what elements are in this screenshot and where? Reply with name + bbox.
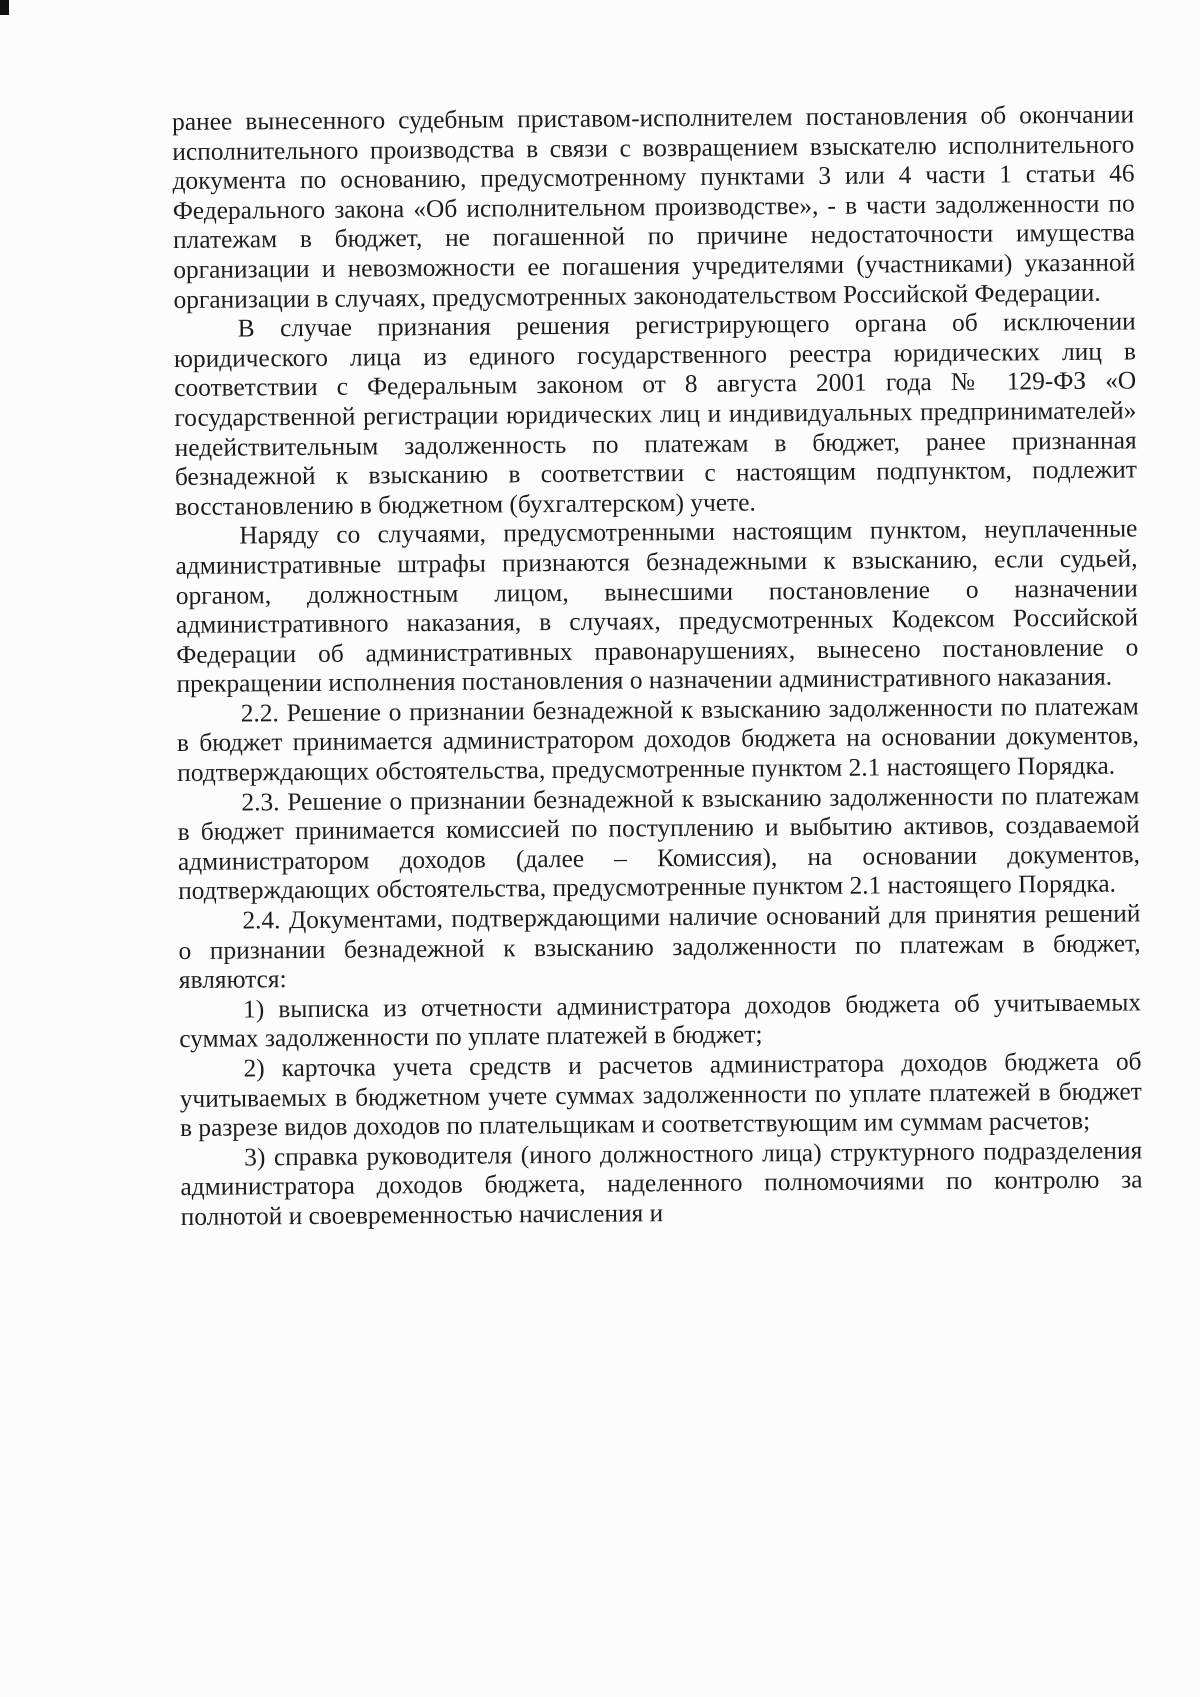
paragraph-2-3: 2.3. Решение о признании безнадежной к взысканию задолженности по платежам в бюджет принимается комиссией по поступлению и выбытию активов, создаваемой администратором доходов (далее – Комиссия), на основании документов, подтверждающих обстоятельства, предусмотренные пунктом 2.1 настоящего Порядка. (177, 781, 1141, 906)
scan-corner-mark (0, 0, 9, 15)
paragraph-2-2: 2.2. Решение о признании безнадежной к взысканию задолженности по платежам в бюджет принимается администратором доходов бюджета на основании документов, подтверждающих обстоятельства, предусмотренные пунктом 2.1 настоящего Порядка. (176, 692, 1140, 788)
document-body (172, 100, 1143, 1232)
paragraph-administrative-fines: Наряду со случаями, предусмотренными настоящим пунктом, неуплаченные административные штрафы признаются безнадежными к взысканию, если судьей, органом, должностным лицом, вынесшими постановление о назначении административного наказания, в случаях, предусмотренных Кодексом Российской Федерации об административных правонарушениях, вынесено постановление о прекращении исполнения постановления о назначении административного наказания. (175, 514, 1139, 699)
list-item-3: 3) справка руководителя (иного должностного лица) структурного подразделения администратора доходов бюджета, наделенного полномочиями по контролю за полнотой и своевременностью начисления и (180, 1136, 1143, 1231)
paragraph-registration-invalid: В случае признания решения регистрирующего органа об исключении юридического лица из единого государственного реестра юридических лиц в соответствии с Федеральным законом от 8 августа 2001 года № 129-ФЗ «О государственной регистрации юридических лиц и индивидуальных предпринимателей» недействительным задолженность по платежам в бюджет, ранее признанная безнадежной к взысканию в соответствии с настоящим подпунктом, подлежит восстановлению в бюджетном (бухгалтерском) учете. (173, 307, 1137, 521)
paragraph-continuation: ранее вынесенного судебным приставом-исполнителем постановления об окончании исполнительного производства в связи с возвращением взыскателю исполнительного документа по основанию, предусмотренному пунктами 3 или 4 части 1 статьи 46 Федерального закона «Об исполнительном производстве», - в части задолженности по платежам в бюджет, не погашенной по причине недостаточности имущества организации и невозможности ее погашения учредителями (участниками) указанной организации в случаях, предусмотренных законодательством Российской Федерации. (172, 100, 1136, 314)
paragraph-2-4: 2.4. Документами, подтверждающими наличие оснований для принятия решений о признании безнадежной к взысканию задолженности по платежам в бюджет, являются: (178, 899, 1141, 995)
list-item-1: 1) выписка из отчетности администратора доходов бюджета об учитываемых суммах задолженности по уплате платежей в бюджет; (179, 988, 1142, 1054)
list-item-2: 2) карточка учета средств и расчетов администратора доходов бюджета об учитываемых в бюджетном учете суммах задолженности по уплате платежей в бюджет в разрезе видов доходов по плательщикам и соответствующим им суммам расчетов; (179, 1047, 1142, 1143)
